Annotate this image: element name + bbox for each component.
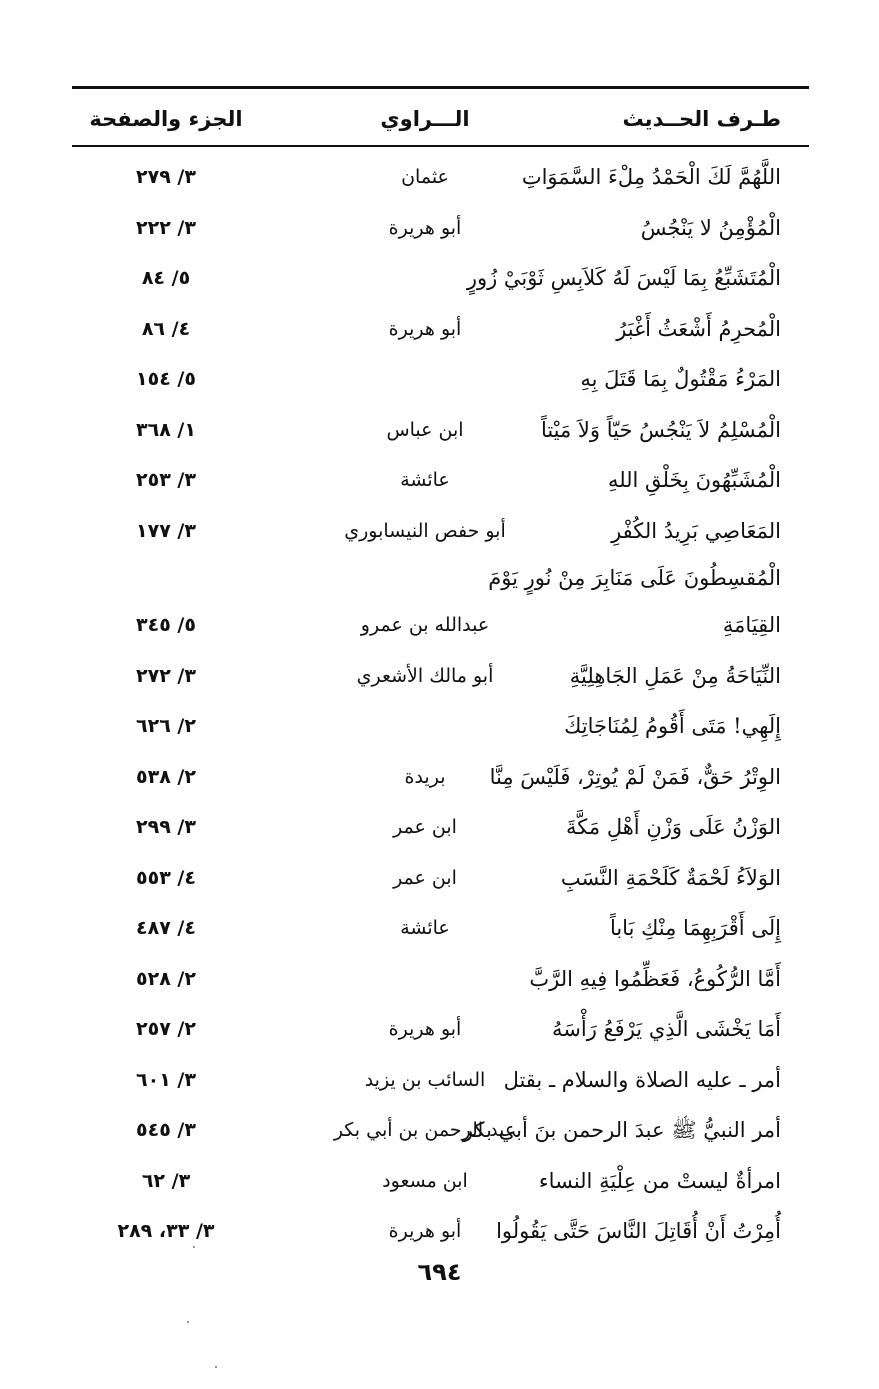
narrator-name: أبو هريرة [388, 216, 462, 239]
table-row [72, 506, 809, 557]
narrator-name: أبو مالك الأشعري [356, 664, 494, 687]
table-row [72, 600, 809, 651]
volume-page-reference: ٥/ ١٥٤ [136, 368, 196, 390]
narrator-name: ابن عمر [393, 816, 457, 838]
table-row [72, 253, 809, 304]
hadith-text: الوَلاَءُ لَحْمَةٌ كَلَحْمَةِ النَّسَبِ [560, 865, 781, 890]
hadith-text: الْمُقسِطُونَ عَلَى مَنَابِرَ مِنْ نُورٍ يَوْمَ [488, 566, 781, 590]
volume-page-reference: ٣/ ٢٧٩ [136, 166, 196, 188]
narrator-name: عثمان [401, 166, 449, 188]
header-narrator: الـــراوي [380, 107, 470, 131]
volume-page-reference: ٣/ ٦٢ [141, 1169, 191, 1192]
table-row [72, 954, 809, 1005]
hadith-text: اللَّهُمَّ لَكَ الْحَمْدُ مِلْءَ السَّمَوَاتِ [521, 165, 781, 189]
hadith-text: أَمَّا الرُّكُوعُ، فَعَظِّمُوا فِيهِ الرَّبَّ [529, 966, 781, 991]
hadith-text: أُمِرْتُ أَنْ أُقَاتِلَ النَّاسَ حَتَّى يَقُولُوا [496, 1219, 781, 1243]
volume-page-reference: ٣/ ٢٧٢ [136, 664, 196, 687]
table-row [72, 455, 809, 506]
narrator-name: أبو هريرة [388, 1018, 462, 1040]
volume-page-reference: ٣/ ١٧٧ [136, 519, 196, 542]
narrator-name: عبد الرحمن بن أبي بكر [333, 1119, 517, 1141]
volume-page-reference: ٤/ ٥٥٣ [136, 866, 196, 889]
hadith-text: امرأةٌ ليستْ من عِلْيَةِ النساء [538, 1168, 781, 1193]
hadith-text: الْمُشَبِّهُونَ بِخَلْقِ اللهِ [607, 468, 781, 492]
table-row [72, 203, 809, 254]
narrator-name: عائشة [400, 917, 450, 939]
header-rule [72, 145, 809, 147]
volume-page-reference: ٣/ ٦٠١ [136, 1068, 196, 1091]
hadith-text: الْمُحرِمُ أَشْعَثُ أَغْبَرُ [616, 316, 781, 341]
table-row [72, 903, 809, 954]
volume-page-reference: ٢/ ٥٣٨ [136, 765, 196, 788]
volume-page-reference: ٢/ ٥٢٨ [136, 967, 196, 990]
hadith-text: المَعَاصِي بَرِيدُ الكُفْرِ [611, 518, 781, 543]
volume-page-reference: ٤/ ٨٦ [141, 317, 191, 340]
table-row [72, 701, 809, 752]
table-row [72, 1206, 809, 1257]
hadith-text: المَرْءُ مَقْتُولٌ بِمَا قَتَلَ بِهِ [580, 367, 781, 391]
narrator-name: السائب بن يزيد [364, 1068, 486, 1091]
hadith-text: الوِتْرُ حَقٌّ، فَمَنْ لَمْ يُوتِرْ، فَلَيْسَ مِنَّا [489, 764, 781, 789]
volume-page-reference: ٣/ ٥٤٥ [136, 1119, 196, 1141]
table-row [72, 354, 809, 405]
hadith-text: إِلَى أَقْرَبِهِمَا مِنْكِ بَاباً [609, 916, 781, 940]
header-hadith: طـرف الحــديث [622, 107, 781, 131]
scan-speck [215, 1366, 217, 1368]
volume-page-reference: ٣/ ٢٥٣ [136, 469, 196, 491]
volume-page-reference: ٥/ ٨٤ [141, 267, 191, 289]
top-rule [72, 86, 809, 89]
narrator-name: عبدالله بن عمرو [360, 614, 490, 636]
table-row [72, 405, 809, 456]
page-number: ٦٩٤ [417, 1258, 462, 1286]
narrator-name: ابن عباس [386, 418, 464, 441]
narrator-name: أبو حفص النيسابوري [344, 519, 506, 542]
volume-page-reference: ١/ ٣٦٨ [136, 418, 196, 441]
hadith-text: أمر ـ عليه الصلاة والسلام ـ بقتل [503, 1067, 781, 1092]
narrator-name: أبو هريرة [388, 1220, 462, 1242]
volume-page-reference: ٥/ ٣٤٥ [136, 614, 196, 636]
hadith-text: الْمُؤْمِنُ لا يَنْجُسُ [640, 215, 781, 240]
volume-page-reference: ٣/ ٢٢٢ [136, 216, 196, 239]
hadith-text: أمر النبيُّ ﷺ عبدَ الرحمن بنَ أبي بكر [462, 1118, 781, 1142]
hadith-text: الْمُسْلِمُ لاَ يَنْجُسُ حَيّاً وَلاَ مَيْتاً [540, 417, 781, 442]
table-row [72, 1156, 809, 1207]
narrator-name: أبو هريرة [388, 317, 462, 340]
hadith-text: الْمُتَشَبِّعُ بِمَا لَيْسَ لَهُ كَلاَبِسِ ثَوْبَيْ زُورٍ [466, 266, 781, 290]
narrator-name: عائشة [400, 469, 450, 491]
volume-page-reference: ٣/ ٣٣، ٢٨٩ [117, 1220, 215, 1242]
volume-page-reference: ٢/ ٢٥٧ [136, 1018, 196, 1040]
hadith-text: النِّيَاحَةُ مِنْ عَمَلِ الجَاهِلِيَّةِ [569, 663, 781, 688]
table-row [72, 304, 809, 355]
header-reference: الجزء والصفحة [89, 107, 243, 131]
table-header [72, 98, 809, 140]
table-row [72, 802, 809, 853]
hadith-text: أَمَا يَخْشَى الَّذِي يَرْفَعُ رَأْسَهُ [552, 1017, 781, 1041]
table-row [72, 651, 809, 702]
hadith-text: الوَزْنُ عَلَى وَزْنِ أَهْلِ مَكَّةَ [566, 815, 781, 839]
narrator-name: ابن عمر [393, 866, 457, 889]
table-row [72, 752, 809, 803]
hadith-index-table [72, 152, 809, 1257]
hadith-text: إِلَهِي! مَتَى أَقُومُ لِمُنَاجَاتِكَ [564, 714, 781, 738]
scan-speck [193, 1246, 195, 1248]
table-row [72, 1105, 809, 1156]
volume-page-reference: ٤/ ٤٨٧ [136, 917, 196, 939]
narrator-name: ابن مسعود [382, 1169, 468, 1192]
hadith-text: القِيَامَةِ [722, 613, 781, 637]
table-row [72, 853, 809, 904]
volume-page-reference: ٢/ ٦٢٦ [136, 715, 196, 737]
table-row [72, 1055, 809, 1106]
volume-page-reference: ٣/ ٢٩٩ [136, 816, 196, 838]
narrator-name: بريدة [404, 765, 446, 788]
scan-speck [187, 1321, 189, 1323]
table-row [72, 556, 809, 600]
table-row [72, 152, 809, 203]
table-row [72, 1004, 809, 1055]
